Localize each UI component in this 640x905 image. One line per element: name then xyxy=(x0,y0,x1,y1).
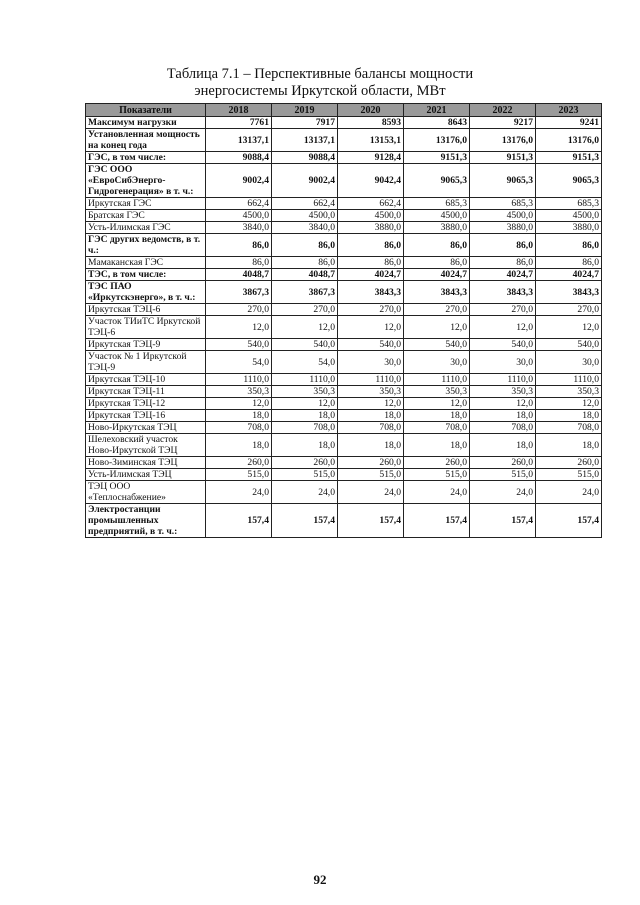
value-cell: 12,0 xyxy=(536,316,602,339)
value-cell: 18,0 xyxy=(470,434,536,457)
value-cell: 18,0 xyxy=(536,410,602,422)
value-cell: 86,0 xyxy=(470,257,536,269)
table-row xyxy=(86,386,602,398)
value-cell: 270,0 xyxy=(404,304,470,316)
value-cell: 3843,3 xyxy=(470,281,536,304)
value-cell: 4024,7 xyxy=(536,269,602,281)
table-row xyxy=(86,210,602,222)
table-row xyxy=(86,129,602,152)
value-cell: 24,0 xyxy=(206,481,272,504)
value-cell: 12,0 xyxy=(338,398,404,410)
row-label: Электростанции промышленных предприятий, в т. ч.: xyxy=(86,504,206,538)
row-label: Установленная мощность на конец года xyxy=(86,129,206,152)
value-cell: 540,0 xyxy=(338,339,404,351)
value-cell: 3840,0 xyxy=(272,222,338,234)
value-cell: 12,0 xyxy=(404,398,470,410)
value-cell: 1110,0 xyxy=(338,374,404,386)
row-label: ТЭС ПАО «Иркутскэнерго», в т. ч.: xyxy=(86,281,206,304)
value-cell: 12,0 xyxy=(404,316,470,339)
row-label: Иркутская ГЭС xyxy=(86,198,206,210)
value-cell: 86,0 xyxy=(404,234,470,257)
value-cell: 350,3 xyxy=(206,386,272,398)
value-cell: 4024,7 xyxy=(404,269,470,281)
value-cell: 24,0 xyxy=(404,481,470,504)
row-label: Иркутская ТЭЦ-6 xyxy=(86,304,206,316)
value-cell: 4500,0 xyxy=(206,210,272,222)
value-cell: 260,0 xyxy=(470,457,536,469)
value-cell: 515,0 xyxy=(470,469,536,481)
value-cell: 18,0 xyxy=(338,410,404,422)
header-cell: 2020 xyxy=(338,104,404,117)
row-label: ГЭС ООО «ЕвроСибЭнерго-Гидрогенерация» в т. ч.: xyxy=(86,164,206,198)
row-label: Участок № 1 Иркутской ТЭЦ-9 xyxy=(86,351,206,374)
value-cell: 86,0 xyxy=(536,257,602,269)
table-row xyxy=(86,281,602,304)
value-cell: 157,4 xyxy=(404,504,470,538)
value-cell: 9217 xyxy=(470,117,536,129)
value-cell: 8593 xyxy=(338,117,404,129)
value-cell: 12,0 xyxy=(470,316,536,339)
value-cell: 7761 xyxy=(206,117,272,129)
value-cell: 30,0 xyxy=(338,351,404,374)
table-row xyxy=(86,374,602,386)
value-cell: 9088,4 xyxy=(272,152,338,164)
value-cell: 540,0 xyxy=(272,339,338,351)
value-cell: 270,0 xyxy=(338,304,404,316)
value-cell: 157,4 xyxy=(470,504,536,538)
value-cell: 270,0 xyxy=(536,304,602,316)
value-cell: 8643 xyxy=(404,117,470,129)
table-row xyxy=(86,351,602,374)
value-cell: 9151,3 xyxy=(536,152,602,164)
value-cell: 18,0 xyxy=(206,434,272,457)
value-cell: 350,3 xyxy=(470,386,536,398)
value-cell: 540,0 xyxy=(536,339,602,351)
value-cell: 540,0 xyxy=(470,339,536,351)
value-cell: 9151,3 xyxy=(404,152,470,164)
value-cell: 3867,3 xyxy=(272,281,338,304)
row-label: Мамаканская ГЭС xyxy=(86,257,206,269)
table-row xyxy=(86,434,602,457)
value-cell: 260,0 xyxy=(272,457,338,469)
value-cell: 30,0 xyxy=(470,351,536,374)
value-cell: 157,4 xyxy=(272,504,338,538)
value-cell: 54,0 xyxy=(272,351,338,374)
value-cell: 540,0 xyxy=(404,339,470,351)
value-cell: 12,0 xyxy=(536,398,602,410)
row-label: Шелеховский участок Ново-Иркутской ТЭЦ xyxy=(86,434,206,457)
value-cell: 4500,0 xyxy=(470,210,536,222)
value-cell: 9065,3 xyxy=(404,164,470,198)
value-cell: 685,3 xyxy=(536,198,602,210)
value-cell: 1110,0 xyxy=(206,374,272,386)
value-cell: 515,0 xyxy=(404,469,470,481)
value-cell: 4048,7 xyxy=(272,269,338,281)
value-cell: 350,3 xyxy=(404,386,470,398)
table-row xyxy=(86,234,602,257)
value-cell: 708,0 xyxy=(206,422,272,434)
header-cell: 2019 xyxy=(272,104,338,117)
value-cell: 260,0 xyxy=(536,457,602,469)
value-cell: 12,0 xyxy=(272,316,338,339)
row-label: Усть-Илимская ГЭС xyxy=(86,222,206,234)
value-cell: 18,0 xyxy=(338,434,404,457)
value-cell: 86,0 xyxy=(536,234,602,257)
value-cell: 9002,4 xyxy=(206,164,272,198)
value-cell: 685,3 xyxy=(404,198,470,210)
table-body xyxy=(86,117,602,538)
value-cell: 12,0 xyxy=(470,398,536,410)
value-cell: 708,0 xyxy=(536,422,602,434)
value-cell: 13153,1 xyxy=(338,129,404,152)
value-cell: 708,0 xyxy=(272,422,338,434)
value-cell: 350,3 xyxy=(338,386,404,398)
value-cell: 3843,3 xyxy=(404,281,470,304)
value-cell: 662,4 xyxy=(272,198,338,210)
table-row xyxy=(86,222,602,234)
value-cell: 86,0 xyxy=(338,234,404,257)
table-row xyxy=(86,422,602,434)
row-label: Иркутская ТЭЦ-11 xyxy=(86,386,206,398)
row-label: Иркутская ТЭЦ-9 xyxy=(86,339,206,351)
table-row xyxy=(86,304,602,316)
value-cell: 515,0 xyxy=(536,469,602,481)
value-cell: 3840,0 xyxy=(206,222,272,234)
value-cell: 4024,7 xyxy=(470,269,536,281)
value-cell: 260,0 xyxy=(404,457,470,469)
value-cell: 13176,0 xyxy=(404,129,470,152)
value-cell: 515,0 xyxy=(338,469,404,481)
value-cell: 3880,0 xyxy=(470,222,536,234)
row-label: Усть-Илимская ТЭЦ xyxy=(86,469,206,481)
table-row xyxy=(86,481,602,504)
value-cell: 260,0 xyxy=(338,457,404,469)
value-cell: 12,0 xyxy=(338,316,404,339)
table-title xyxy=(0,66,640,100)
table-title-line-1: Таблица 7.1 – Перспективные балансы мощности xyxy=(166,66,474,82)
value-cell: 7917 xyxy=(272,117,338,129)
table-row xyxy=(86,152,602,164)
value-cell: 9065,3 xyxy=(536,164,602,198)
value-cell: 350,3 xyxy=(272,386,338,398)
value-cell: 4500,0 xyxy=(272,210,338,222)
value-cell: 662,4 xyxy=(338,198,404,210)
value-cell: 30,0 xyxy=(536,351,602,374)
table-row xyxy=(86,117,602,129)
value-cell: 270,0 xyxy=(206,304,272,316)
value-cell: 86,0 xyxy=(272,234,338,257)
value-cell: 157,4 xyxy=(338,504,404,538)
row-label: ГЭС других ведомств, в т. ч.: xyxy=(86,234,206,257)
table-row xyxy=(86,410,602,422)
table-row xyxy=(86,198,602,210)
table-row xyxy=(86,339,602,351)
value-cell: 86,0 xyxy=(206,257,272,269)
table-row xyxy=(86,504,602,538)
value-cell: 9151,3 xyxy=(470,152,536,164)
value-cell: 86,0 xyxy=(404,257,470,269)
value-cell: 4024,7 xyxy=(338,269,404,281)
value-cell: 157,4 xyxy=(206,504,272,538)
value-cell: 18,0 xyxy=(272,410,338,422)
value-cell: 18,0 xyxy=(206,410,272,422)
row-label: Ново-Зиминская ТЭЦ xyxy=(86,457,206,469)
value-cell: 1110,0 xyxy=(404,374,470,386)
value-cell: 270,0 xyxy=(470,304,536,316)
value-cell: 12,0 xyxy=(272,398,338,410)
table-row xyxy=(86,269,602,281)
value-cell: 24,0 xyxy=(536,481,602,504)
header-cell: 2022 xyxy=(470,104,536,117)
value-cell: 3867,3 xyxy=(206,281,272,304)
row-label: ГЭС, в том числе: xyxy=(86,152,206,164)
table-title-line-2: энергосистемы Иркутской области, МВт xyxy=(194,83,446,99)
header-cell: Показатели xyxy=(86,104,206,117)
value-cell: 54,0 xyxy=(206,351,272,374)
value-cell: 708,0 xyxy=(470,422,536,434)
value-cell: 685,3 xyxy=(470,198,536,210)
table-row xyxy=(86,398,602,410)
value-cell: 24,0 xyxy=(338,481,404,504)
value-cell: 540,0 xyxy=(206,339,272,351)
row-label: Максимум нагрузки xyxy=(86,117,206,129)
value-cell: 157,4 xyxy=(536,504,602,538)
value-cell: 3880,0 xyxy=(404,222,470,234)
value-cell: 3880,0 xyxy=(536,222,602,234)
value-cell: 9042,4 xyxy=(338,164,404,198)
value-cell: 86,0 xyxy=(338,257,404,269)
value-cell: 3880,0 xyxy=(338,222,404,234)
value-cell: 662,4 xyxy=(206,198,272,210)
value-cell: 515,0 xyxy=(206,469,272,481)
row-label: Иркутская ТЭЦ-16 xyxy=(86,410,206,422)
row-label: ТЭЦ ООО «Теплоснабжение» xyxy=(86,481,206,504)
row-label: Участок ТИиТС Иркутской ТЭЦ-6 xyxy=(86,316,206,339)
value-cell: 12,0 xyxy=(206,316,272,339)
value-cell: 4500,0 xyxy=(338,210,404,222)
table-row xyxy=(86,316,602,339)
value-cell: 3843,3 xyxy=(536,281,602,304)
row-label: Ново-Иркутская ТЭЦ xyxy=(86,422,206,434)
header-cell: 2023 xyxy=(536,104,602,117)
value-cell: 13176,0 xyxy=(470,129,536,152)
value-cell: 1110,0 xyxy=(272,374,338,386)
value-cell: 260,0 xyxy=(206,457,272,469)
value-cell: 9128,4 xyxy=(338,152,404,164)
value-cell: 515,0 xyxy=(272,469,338,481)
value-cell: 3843,3 xyxy=(338,281,404,304)
value-cell: 1110,0 xyxy=(470,374,536,386)
value-cell: 24,0 xyxy=(470,481,536,504)
value-cell: 12,0 xyxy=(206,398,272,410)
value-cell: 86,0 xyxy=(206,234,272,257)
value-cell: 9002,4 xyxy=(272,164,338,198)
value-cell: 1110,0 xyxy=(536,374,602,386)
value-cell: 18,0 xyxy=(536,434,602,457)
value-cell: 24,0 xyxy=(272,481,338,504)
value-cell: 708,0 xyxy=(404,422,470,434)
value-cell: 9088,4 xyxy=(206,152,272,164)
value-cell: 18,0 xyxy=(272,434,338,457)
value-cell: 30,0 xyxy=(404,351,470,374)
value-cell: 13137,1 xyxy=(272,129,338,152)
value-cell: 9241 xyxy=(536,117,602,129)
header-cell: 2021 xyxy=(404,104,470,117)
table-row xyxy=(86,257,602,269)
power-balance-table xyxy=(85,103,602,538)
header-cell: 2018 xyxy=(206,104,272,117)
value-cell: 9065,3 xyxy=(470,164,536,198)
table-row xyxy=(86,469,602,481)
row-label: ТЭС, в том числе: xyxy=(86,269,206,281)
row-label: Иркутская ТЭЦ-10 xyxy=(86,374,206,386)
value-cell: 708,0 xyxy=(338,422,404,434)
page-number: 92 xyxy=(313,872,327,887)
table-row xyxy=(86,457,602,469)
value-cell: 4500,0 xyxy=(536,210,602,222)
table-header-row xyxy=(86,104,602,117)
value-cell: 18,0 xyxy=(404,434,470,457)
value-cell: 270,0 xyxy=(272,304,338,316)
value-cell: 13137,1 xyxy=(206,129,272,152)
value-cell: 4500,0 xyxy=(404,210,470,222)
row-label: Братская ГЭС xyxy=(86,210,206,222)
table-row xyxy=(86,164,602,198)
value-cell: 13176,0 xyxy=(536,129,602,152)
value-cell: 86,0 xyxy=(470,234,536,257)
value-cell: 18,0 xyxy=(404,410,470,422)
value-cell: 350,3 xyxy=(536,386,602,398)
value-cell: 18,0 xyxy=(470,410,536,422)
value-cell: 86,0 xyxy=(272,257,338,269)
row-label: Иркутская ТЭЦ-12 xyxy=(86,398,206,410)
value-cell: 4048,7 xyxy=(206,269,272,281)
